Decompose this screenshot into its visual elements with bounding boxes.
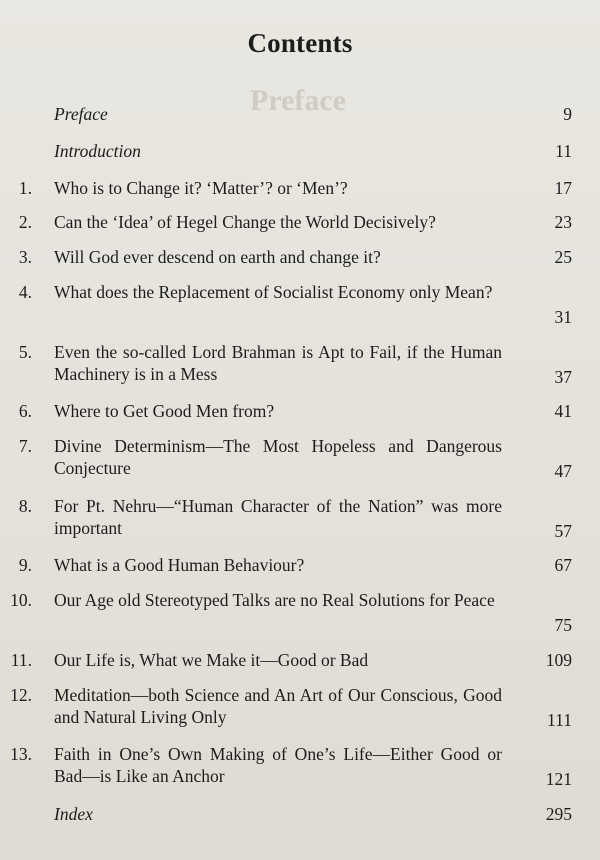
entry-number: 3.: [18, 247, 32, 267]
entry-page: 57: [554, 521, 572, 541]
entry-title: Our Age old Stereotyped Talks are no Real Solutions for Peace: [54, 590, 495, 610]
entry-page: 75: [554, 615, 572, 635]
entry-title: Will God ever descend on earth and change it?: [54, 247, 381, 267]
entry-page: 37: [554, 367, 572, 387]
entry-title: Divine Determinism—The Most Hopeless and Dangerous Conjecture: [54, 436, 502, 478]
entry-page: 23: [554, 212, 572, 232]
entry-page: 11: [555, 141, 572, 161]
entry-number: 1.: [18, 178, 32, 198]
bleed-through-heading: Preface: [250, 84, 347, 117]
entry-title: Faith in One’s Own Making of One’s Life—Either Good or Bad—is Like an Anchor: [54, 744, 502, 786]
entry-page: 109: [545, 650, 572, 670]
entry-page: 67: [554, 555, 572, 575]
entry-number: 8.: [18, 496, 32, 516]
entry-number: 10.: [10, 590, 32, 610]
entry-number: 13.: [10, 744, 32, 764]
entry-title: What is a Good Human Behaviour?: [54, 555, 305, 575]
entry-page: 17: [554, 178, 572, 198]
entry-page: 25: [554, 247, 572, 267]
entry-number: 9.: [18, 555, 32, 575]
entry-page: 295: [545, 804, 572, 824]
entry-title: Index: [54, 804, 93, 824]
entry-page: 111: [547, 710, 572, 730]
entry-title: Can the ‘Idea’ of Hegel Change the World Decisively?: [54, 212, 436, 232]
entry-title: Preface: [54, 104, 108, 124]
entry-number: 6.: [18, 401, 32, 421]
entry-title: Meditation—both Science and An Art of Our Conscious, Good and Natural Living Only: [54, 685, 502, 727]
entry-title: Where to Get Good Men from?: [54, 401, 275, 421]
entry-title: Our Life is, What we Make it—Good or Bad: [54, 650, 369, 670]
entry-page: 31: [554, 307, 572, 327]
entry-page: 41: [554, 401, 572, 421]
entry-title: For Pt. Nehru—“Human Character of the Nation” was more important: [54, 496, 502, 538]
entry-number: 12.: [10, 685, 32, 705]
entry-page: 121: [545, 769, 572, 789]
page-title: Contents: [247, 28, 353, 58]
entry-title: Introduction: [54, 141, 141, 161]
entry-number: 7.: [18, 436, 32, 456]
entry-page: 9: [563, 104, 572, 124]
entry-title: Even the so-called Lord Brahman is Apt to Fail, if the Human Machinery is in a Mess: [54, 342, 502, 384]
entry-page: 47: [554, 461, 572, 481]
entry-number: 2.: [18, 212, 32, 232]
entry-number: 11.: [10, 650, 32, 670]
entry-number: 5.: [18, 342, 32, 362]
entry-title: What does the Replacement of Socialist Economy only Mean?: [54, 282, 493, 302]
entry-number: 4.: [18, 282, 32, 302]
entry-title: Who is to Change it? ‘Matter’? or ‘Men’?: [54, 178, 348, 198]
